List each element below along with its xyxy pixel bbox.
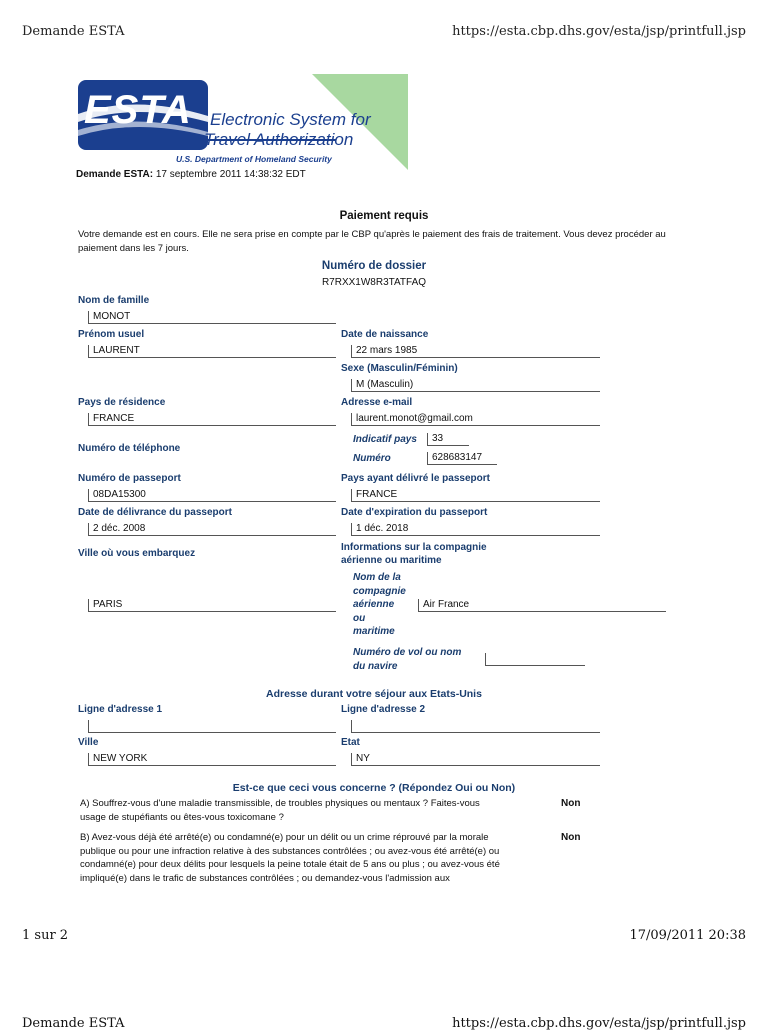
pays-passeport-label: Pays ayant délivré le passeport [341,473,490,484]
state-label: Etat [341,737,360,748]
city-field: NEW YORK [88,753,336,766]
prenom-field: LAURENT [88,345,336,358]
questions-title: Est-ce que ceci vous concerne ? (Répondez Oui ou Non) [232,782,516,794]
numero-label: Numéro [353,453,391,464]
esta-line1: Electronic System for [210,110,371,129]
compagnie-nom-label: Nom de la compagnie aérienne ou maritime [353,572,406,637]
compagnie-info-label: Informations sur la compagnie aérienne ou maritime [341,542,487,566]
passeport-field: 08DA15300 [88,489,336,502]
vol-label: Numéro de vol ou nom du navire [353,647,462,672]
naissance-field: 22 mars 1985 [351,345,600,358]
application-date [76,169,306,180]
nom-label: Nom de famille [78,295,150,306]
page-counter: 1 sur 2 [22,928,69,943]
address-line1-label: Ligne d'adresse 1 [78,704,163,715]
address-title: Adresse durant votre séjour aux Etats-Unis [266,688,482,700]
email-field: laurent.monot@gmail.com [351,413,600,426]
dossier-title: Numéro de dossier [321,260,427,272]
vol-field [485,653,585,666]
telephone-label: Numéro de téléphone [78,443,181,454]
pays-passeport-field: FRANCE [351,489,600,502]
sexe-field: M (Masculin) [351,379,600,392]
dhs-label: U.S. Department of Homeland Security [176,154,332,164]
esta-acronym: ESTA [84,88,192,132]
expiration-label: Date d'expiration du passeport [341,507,488,518]
question-b-text: B) Avez-vous déjà été arrêté(e) ou condamné(e) pour un délit ou un crime réprouvé par la morale publique ou pour une infraction relative à des substances contrôlées ; ou avez-vous été arrêté(e) ou condamné(e) pour deux délits pour lesquels la peine totale était de 5 ans ou plus ; ou avez-vous été impliqué(e) dans le trafic de substances contrôlées ; ou demandez-vous l'admission aux [80,832,500,884]
address-line2-field [351,720,600,733]
esta-logo [76,74,408,170]
numero-field: 628683147 [427,452,497,465]
question-a-answer: Non [561,798,581,809]
next-page-url: https://esta.cbp.dhs.gov/esta/jsp/printfull.jsp [452,1016,746,1031]
city-label: Ville [78,737,99,748]
question-b-answer: Non [561,832,581,843]
naissance-label: Date de naissance [341,329,429,340]
address-line1-field [88,720,336,733]
expiration-field: 1 déc. 2018 [351,523,600,536]
residence-label: Pays de résidence [78,397,166,408]
ville-embarquement-label: Ville où vous embarquez [78,548,196,559]
email-label: Adresse e-mail [341,397,413,408]
esta-line2: Travel Authorization [204,130,354,149]
print-header-url: https://esta.cbp.dhs.gov/esta/jsp/printfull.jsp [452,24,746,39]
date-value: 17 septembre 2011 14:38:32 EDT [155,169,306,180]
question-a-text: A) Souffrez-vous d'une maladie transmissible, de troubles physiques ou mentaux ? Faites-vous usage de stupéfiants ou êtes-vous toxicomane ? [80,798,480,823]
payment-title: Paiement requis [339,210,429,222]
payment-notice: Votre demande est en cours. Elle ne sera prise en compte par le CBP qu'après le paiement des frais de traitement. Vous devez procéder au paiement dans les 7 jours. [78,229,666,254]
state-field: NY [351,753,600,766]
print-datetime: 17/09/2011 20:38 [629,928,746,943]
prenom-label: Prénom usuel [78,329,145,340]
indicatif-field: 33 [427,433,469,446]
residence-field: FRANCE [88,413,336,426]
nom-field: MONOT [88,311,336,324]
ville-embarquement-field: PARIS [88,599,336,612]
print-header-title: Demande ESTA [22,24,125,39]
next-page-title: Demande ESTA [22,1016,125,1031]
date-label: Demande ESTA: [76,169,154,180]
sexe-label: Sexe (Masculin/Féminin) [341,363,458,374]
delivrance-field: 2 déc. 2008 [88,523,336,536]
passeport-label: Numéro de passeport [78,473,181,484]
delivrance-label: Date de délivrance du passeport [78,507,232,518]
compagnie-nom-field: Air France [418,599,666,612]
indicatif-label: Indicatif pays [353,434,417,445]
address-line2-label: Ligne d'adresse 2 [341,704,426,715]
dossier-number: R7RXX1W8R3TATFAQ [321,277,427,288]
